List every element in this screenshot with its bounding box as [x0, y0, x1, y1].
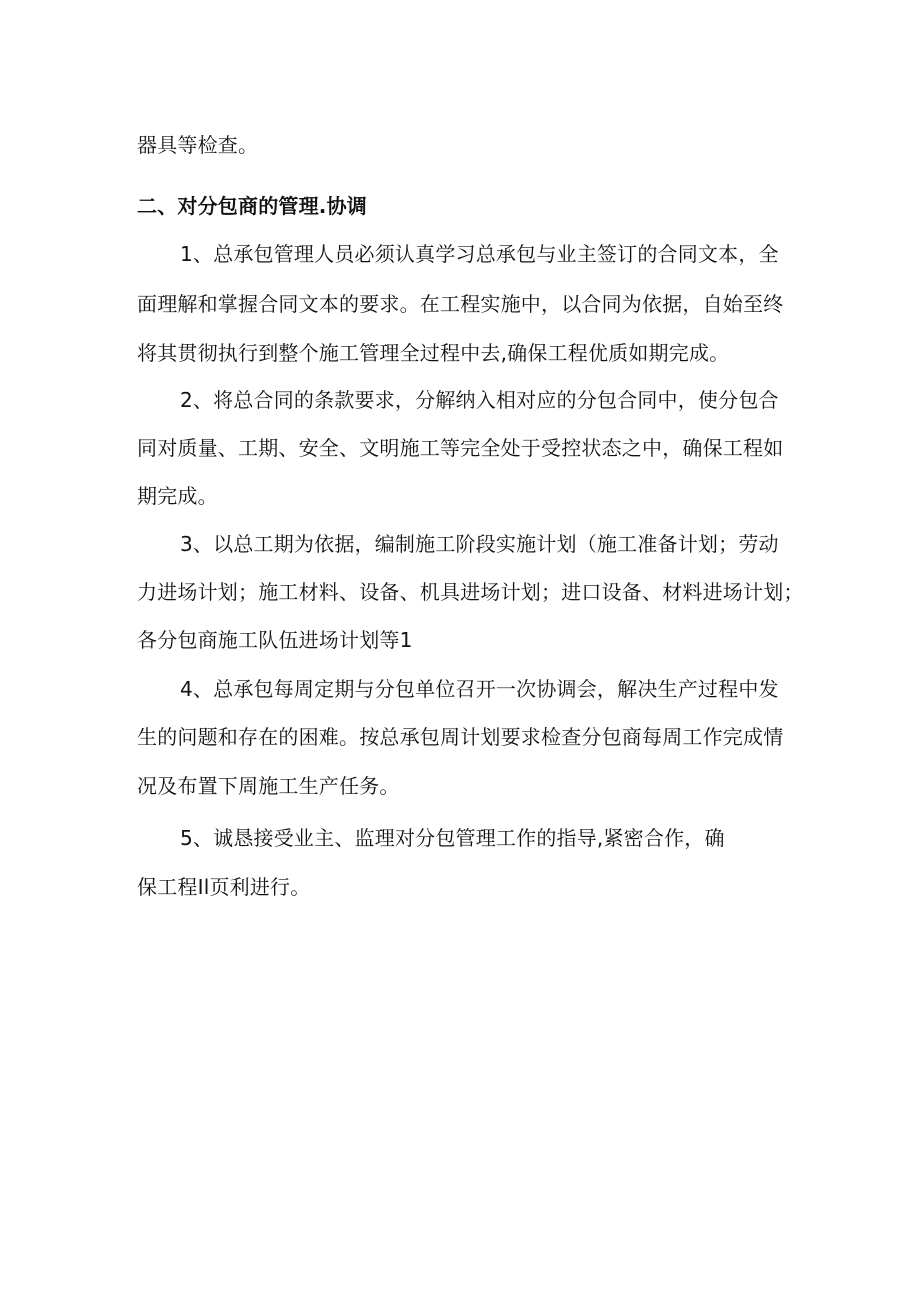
paragraph-2-line-1: 2、将总合同的条款要求，分解纳入相对应的分包合同中，使分包合 [180, 388, 779, 412]
paragraph-3-line-1: 3、以总工期为依据，编制施工阶段实施计划（施工准备计划；劳动 [180, 532, 779, 556]
paragraph-5-line-1: 5、诚恳接受业主、监理对分包管理工作的指导,紧密合作，确 [180, 826, 725, 850]
paragraph-1-line-3: 将其贯彻执行到整个施工管理全过程中去,确保工程优质如期完成。 [137, 341, 730, 365]
paragraph-2-line-2: 同对质量、工期、安全、文明施工等完全处于受控状态之中，确保工程如 [137, 436, 784, 460]
paragraph-4-line-1: 4、总承包每周定期与分包单位召开一次协调会，解决生产过程中发 [180, 677, 779, 701]
paragraph-1-line-2: 面理解和掌握合同文本的要求。在工程实施中，以合同为依据，自始至终 [137, 292, 784, 316]
paragraph-5-line-2: 保工程Il页利进行。 [137, 875, 311, 899]
paragraph-4-line-3: 况及布置下周施工生产任务。 [137, 774, 400, 798]
paragraph-4-line-2: 生的问题和存在的困难。按总承包周计划要求检查分包商每周工作完成情 [137, 725, 784, 749]
paragraph-2-line-3: 期完成。 [137, 484, 218, 508]
paragraph-3-line-2: 力进场计划；施工材料、设备、机具进场计划；进口设备、材料进场计划； [137, 580, 804, 604]
section-heading: 二、对分包商的管理.协调 [137, 194, 367, 218]
text-line: 器具等检查。 [137, 133, 259, 157]
paragraph-3-line-3: 各分包商施工队伍进场计划等1 [137, 628, 413, 652]
paragraph-1-line-1: 1、总承包管理人员必须认真学习总承包与业主签订的合同文本，全 [180, 242, 779, 266]
